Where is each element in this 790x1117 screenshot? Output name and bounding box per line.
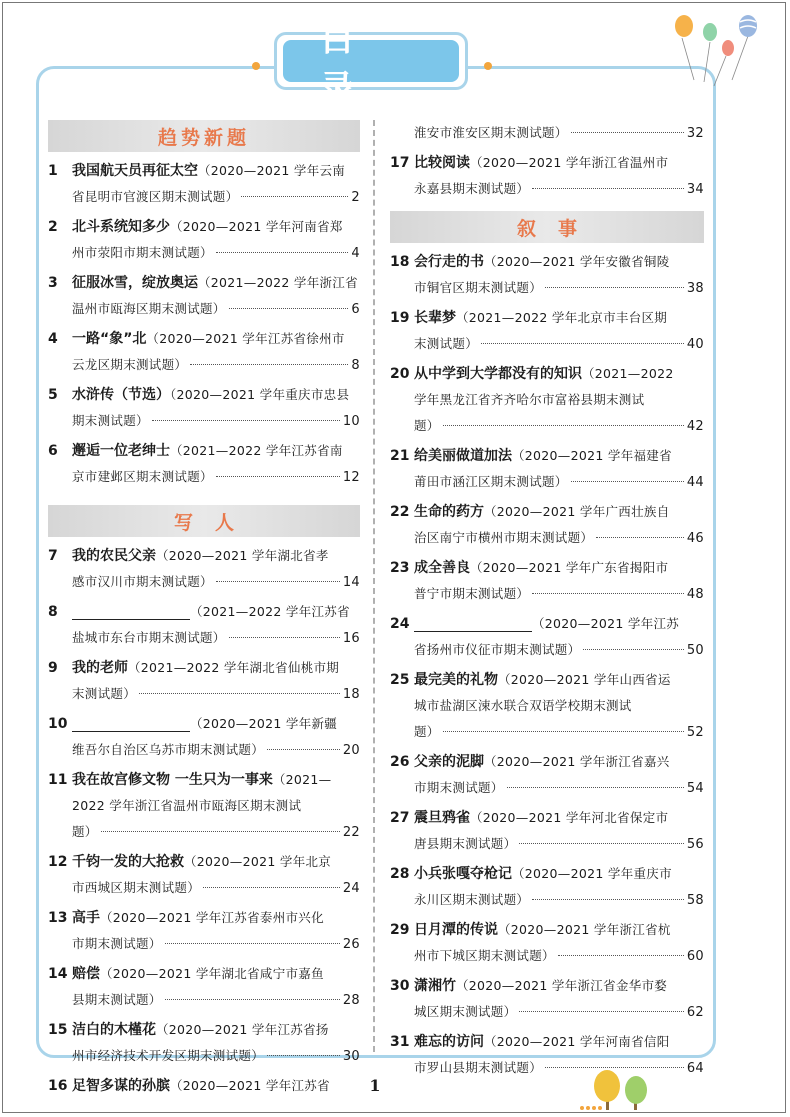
entry-source: 市铜官区期末测试题） [414, 280, 543, 295]
leader-dots [558, 955, 684, 956]
toc-entry-27[interactable] [390, 805, 704, 858]
leader-dots [190, 364, 348, 365]
leader-dots [152, 420, 340, 421]
entry-line [414, 667, 704, 693]
toc-entry-17[interactable] [390, 150, 704, 203]
entry-number: 13 [48, 910, 68, 926]
entry-source: 州市荥阳市期末测试题） [72, 245, 213, 260]
entry-number: 10 [48, 716, 68, 732]
page-ref: 10 [342, 414, 360, 429]
page-ref: 22 [342, 825, 360, 840]
entry-line [414, 305, 704, 331]
entry-continued-text: 淮安市淮安区期末测试题） [414, 125, 568, 140]
toc-entry-12[interactable] [48, 849, 360, 902]
entry-line [72, 158, 360, 184]
entry-number: 3 [48, 275, 58, 291]
entry-title: 从中学到大学都没有的知识 [414, 366, 582, 382]
entry-line [72, 296, 360, 323]
leader-dots [229, 308, 349, 309]
entry-number: 9 [48, 660, 58, 676]
entry-line [72, 438, 360, 464]
entry-title: 北斗系统知多少 [72, 219, 170, 235]
toc-list-trend [48, 158, 360, 491]
leader-dots [267, 749, 340, 750]
entry-title: 千钧一发的大抢救 [72, 854, 184, 870]
entry-number: 11 [48, 772, 68, 788]
entry-title: 我的老师 [72, 660, 128, 676]
entry-source: （2020—2021 学年安徽省铜陵 [484, 254, 670, 269]
page-ref: 24 [342, 881, 360, 896]
entry-source: 县期末测试题） [72, 992, 162, 1007]
entry-source: 题） [414, 724, 440, 739]
entry-title: 水浒传（节选） [72, 387, 170, 403]
entry-line [414, 887, 704, 914]
entry-source: （2020—2021 学年江苏 [532, 616, 680, 631]
page-ref: 50 [686, 643, 704, 658]
entry-line [72, 931, 360, 958]
entry-line [414, 611, 704, 637]
entry-number: 22 [390, 504, 410, 520]
left-dot [252, 62, 260, 70]
entry-source: 省昆明市官渡区期末测试题） [72, 189, 239, 204]
entry-source: 城区期末测试题） [414, 1004, 517, 1019]
entry-title: 最完美的礼物 [414, 672, 498, 688]
entry-source: 市西城区期末测试题） [72, 880, 201, 895]
balloons-icon [672, 10, 772, 90]
entry-source: （2021—2022 学年湖北省仙桃市期 [128, 660, 340, 675]
entry-number: 24 [390, 616, 410, 632]
entry-line [72, 408, 360, 435]
toc-entry-20[interactable] [390, 361, 704, 440]
entry-source: （2020—2021 学年福建省 [512, 448, 672, 463]
entry-line [72, 326, 360, 352]
entry-title: 长辈梦 [414, 310, 456, 326]
entry-source: （2020—2021 学年山西省运 [498, 672, 671, 687]
entry-line [414, 831, 704, 858]
entry-source: （2020—2021 学年浙江省温州市 [470, 155, 669, 170]
entry-source: （2020—2021 学年河北省保定市 [470, 810, 669, 825]
entry-source: 州市下城区期末测试题） [414, 948, 555, 963]
entry-number: 8 [48, 604, 58, 620]
toc-entry-6[interactable] [48, 438, 360, 491]
toc-entry-30[interactable] [390, 973, 704, 1026]
toc-entry-22[interactable] [390, 499, 704, 552]
entry-number: 2 [48, 219, 58, 235]
entry-number: 26 [390, 754, 410, 770]
entry-line [414, 637, 704, 664]
entry-line [72, 1043, 360, 1070]
entry-line [72, 382, 360, 408]
entry-source: 市期末测试题） [414, 780, 504, 795]
entry-line [414, 469, 704, 496]
entry-line [414, 805, 704, 831]
column-divider [373, 120, 375, 1052]
toc-entry-29[interactable] [390, 917, 704, 970]
entry-number: 25 [390, 672, 410, 688]
leader-dots [216, 476, 340, 477]
entry-title: 日月潭的传说 [414, 922, 498, 938]
entry-title: 震旦鸦雀 [414, 810, 470, 826]
leader-dots [443, 731, 684, 732]
answer-blank[interactable] [72, 605, 190, 620]
entry-source: （2021—2022 学年江苏省 [190, 604, 350, 619]
entry-line [72, 793, 360, 819]
entry-source: （2020—2021 学年广西壮族自 [484, 504, 670, 519]
leader-dots [139, 693, 340, 694]
entry-number: 18 [390, 254, 410, 270]
entry-source: 治区南宁市横州市期末测试题） [414, 530, 594, 545]
entry-source: （2020—2021 学年北京 [184, 854, 332, 869]
entry-title: 洁白的木槿花 [72, 1022, 156, 1038]
entry-source: 维吾尔自治区乌苏市期末测试题） [72, 742, 265, 757]
page-ref: 8 [351, 358, 360, 373]
entry-title: 我的农民父亲 [72, 548, 156, 564]
entry-line [72, 543, 360, 569]
entry-line [414, 525, 704, 552]
leader-dots [165, 943, 340, 944]
page-ref: 44 [686, 475, 704, 490]
entry-source: （2020—2021 学年广东省揭阳市 [470, 560, 669, 575]
entry-title: 邂逅一位老绅士 [72, 443, 170, 459]
toc-entry-19[interactable] [390, 305, 704, 358]
entry-number: 12 [48, 854, 68, 870]
left-column [48, 120, 360, 1102]
toc-entry-18[interactable] [390, 249, 704, 302]
entry-source: 末测试题） [414, 336, 479, 351]
page-ref: 14 [342, 575, 360, 590]
page-ref: 34 [686, 182, 704, 197]
entry-source: 永川区期末测试题） [414, 892, 530, 907]
toc-entry-2[interactable] [48, 214, 360, 267]
entry-line [72, 961, 360, 987]
leader-dots [571, 132, 684, 133]
page-title: 目 录 [283, 40, 459, 82]
toc-list-narrative [390, 249, 704, 1082]
entry-title: 难忘的访问 [414, 1034, 484, 1050]
entry-number: 29 [390, 922, 410, 938]
entry-line [414, 413, 704, 440]
entry-source: 市罗山县期末测试题） [414, 1060, 543, 1075]
entry-title: 足智多谋的孙膑 [72, 1078, 170, 1094]
entry-title: 高手 [72, 910, 100, 926]
entry-line [414, 693, 704, 719]
toc-entry-continued[interactable] [390, 120, 704, 147]
entry-title: 赔偿 [72, 966, 100, 982]
entry-source: （2020—2021 学年浙江省金华市婺 [456, 978, 668, 993]
entry-title: 比较阅读 [414, 155, 470, 171]
entry-line [72, 767, 360, 793]
toc-entry-28[interactable] [390, 861, 704, 914]
entry-number: 1 [48, 163, 58, 179]
leader-dots [481, 343, 684, 344]
entry-source: 莆田市涵江区期末测试题） [414, 474, 568, 489]
entry-number: 5 [48, 387, 58, 403]
entry-number: 6 [48, 443, 58, 459]
section-header-narrative: 叙事 [390, 211, 704, 243]
entry-line [414, 1029, 704, 1055]
entry-line [72, 711, 360, 737]
page-ref: 18 [342, 687, 360, 702]
leader-dots [571, 481, 684, 482]
leader-dots [532, 593, 684, 594]
toc-entry-3[interactable] [48, 270, 360, 323]
leader-dots [519, 1011, 683, 1012]
entry-number: 17 [390, 155, 410, 171]
entry-title: 潇湘竹 [414, 978, 456, 994]
toc-entry-24[interactable] [390, 611, 704, 664]
entry-source: 省扬州市仪征市期末测试题） [414, 642, 581, 657]
toc-entry-25[interactable] [390, 667, 704, 746]
leader-dots [267, 1055, 340, 1056]
section-header-people: 写人 [48, 505, 360, 537]
toc-entry-23[interactable] [390, 555, 704, 608]
entry-number: 19 [390, 310, 410, 326]
page-ref: 60 [686, 949, 704, 964]
page-ref: 64 [686, 1061, 704, 1076]
entry-source: 末测试题） [72, 686, 137, 701]
entry-source: 题） [414, 418, 440, 433]
page-ref: 46 [686, 531, 704, 546]
toc-entry-14[interactable] [48, 961, 360, 1014]
toc-entry-10[interactable] [48, 711, 360, 764]
entry-line [414, 555, 704, 581]
entry-line [414, 749, 704, 775]
toc-entry-26[interactable] [390, 749, 704, 802]
entry-source: （2020—2021 学年江苏省徐州市 [146, 331, 345, 346]
toc-entry-5[interactable] [48, 382, 360, 435]
toc-list-people [48, 543, 360, 1099]
entry-line [72, 849, 360, 875]
toc-entry-15[interactable] [48, 1017, 360, 1070]
answer-blank[interactable] [72, 717, 190, 732]
entry-line [414, 249, 704, 275]
entry-source: 市期末测试题） [72, 936, 162, 951]
page-ref: 40 [686, 337, 704, 352]
page-ref: 54 [686, 781, 704, 796]
entry-line [72, 819, 360, 846]
leader-dots [507, 787, 684, 788]
entry-line [414, 331, 704, 358]
entry-source: （2021—2022 学年浙江省 [198, 275, 358, 290]
leader-dots [532, 899, 684, 900]
entry-source: （2020—2021 学年重庆市忠县 [170, 387, 350, 402]
entry-number: 16 [48, 1078, 68, 1094]
leader-dots [583, 649, 683, 650]
entry-source: （2021—2022 [582, 366, 674, 381]
entry-title: 我国航天员再征太空 [72, 163, 198, 179]
entry-source: 普宁市期末测试题） [414, 586, 530, 601]
entry-number: 7 [48, 548, 58, 564]
leader-dots [596, 537, 684, 538]
toc-entry-7[interactable] [48, 543, 360, 596]
leader-dots [203, 887, 340, 888]
entry-number: 14 [48, 966, 68, 982]
entry-source: 永嘉县期末测试题） [414, 181, 530, 196]
leader-dots [101, 831, 340, 832]
toc-entry-11[interactable] [48, 767, 360, 846]
trees-icon [576, 1068, 670, 1112]
entry-source: （2021— [272, 772, 332, 787]
entry-source: 城市盐湖区涑水联合双语学校期末测试 [414, 698, 632, 713]
entry-line [414, 943, 704, 970]
entry-line [414, 719, 704, 746]
page-ref: 42 [686, 419, 704, 434]
entry-line [414, 581, 704, 608]
page-ref: 28 [342, 993, 360, 1008]
toc-entry-9[interactable] [48, 655, 360, 708]
entry-title: 征服冰雪，绽放奥运 [72, 275, 198, 291]
entry-line [72, 569, 360, 596]
entry-line [72, 875, 360, 902]
entry-source: （2020—2021 学年云南 [198, 163, 346, 178]
entry-line [414, 443, 704, 469]
page-ref: 56 [686, 837, 704, 852]
entry-line [414, 917, 704, 943]
leader-dots [165, 999, 340, 1000]
entry-line [414, 775, 704, 802]
entry-line [72, 905, 360, 931]
entry-source: （2020—2021 学年湖北省咸宁市嘉鱼 [100, 966, 324, 981]
toc-entry-21[interactable] [390, 443, 704, 496]
entry-line [414, 973, 704, 999]
leader-dots [216, 581, 340, 582]
leader-dots [519, 843, 683, 844]
entry-title: 生命的药方 [414, 504, 484, 520]
entry-source: 题） [72, 824, 98, 839]
entry-line [72, 270, 360, 296]
entry-title: 给美丽做道加法 [414, 448, 512, 464]
entry-line [72, 599, 360, 625]
entry-line [72, 240, 360, 267]
entry-source: 唐县期末测试题） [414, 836, 517, 851]
page-ref: 2 [351, 190, 360, 205]
entry-source: 2022 学年浙江省温州市瓯海区期末测试 [72, 798, 302, 813]
entry-source: （2020—2021 学年河南省信阳 [484, 1034, 670, 1049]
entry-line [72, 214, 360, 240]
page-ref: 20 [342, 743, 360, 758]
entry-line [72, 184, 360, 211]
entry-line [414, 361, 704, 387]
entry-line [72, 352, 360, 379]
entry-line [414, 499, 704, 525]
toc-entry-1[interactable] [48, 158, 360, 211]
leader-dots [229, 637, 340, 638]
toc-entry-17-wrap [390, 150, 704, 203]
entry-line [72, 625, 360, 652]
entry-source: （2020—2021 学年浙江省嘉兴 [484, 754, 670, 769]
entry-line [72, 681, 360, 708]
leader-dots [532, 188, 684, 189]
entry-source: （2020—2021 学年湖北省孝 [156, 548, 329, 563]
toc-entry-8[interactable] [48, 599, 360, 652]
entry-line [414, 275, 704, 302]
entry-title: 会行走的书 [414, 254, 484, 270]
entry-source: （2020—2021 学年江苏省扬 [156, 1022, 329, 1037]
entry-title: 一路“象”北 [72, 331, 147, 347]
entry-number: 30 [390, 978, 410, 994]
section-header-trend: 趋势新题 [48, 120, 360, 152]
page-ref: 4 [351, 246, 360, 261]
title-badge [274, 18, 468, 110]
right-dot [484, 62, 492, 70]
entry-source: （2020—2021 学年河南省郑 [170, 219, 343, 234]
entry-source: （2021—2022 学年江苏省南 [170, 443, 343, 458]
page-ref: 16 [342, 631, 360, 646]
entry-number: 21 [390, 448, 410, 464]
leader-dots [545, 287, 684, 288]
entry-source: （2020—2021 学年江苏省泰州市兴化 [100, 910, 324, 925]
answer-blank[interactable] [414, 617, 532, 632]
entry-line [72, 737, 360, 764]
entry-number: 27 [390, 810, 410, 826]
entry-source: 云龙区期末测试题） [72, 357, 188, 372]
entry-line [72, 655, 360, 681]
page-ref: 48 [686, 587, 704, 602]
entry-line [72, 1017, 360, 1043]
entry-line [414, 861, 704, 887]
entry-line [414, 176, 704, 203]
leader-dots [443, 425, 684, 426]
page-ref: 6 [351, 302, 360, 317]
entry-number: 23 [390, 560, 410, 576]
entry-source: （2020—2021 学年浙江省杭 [498, 922, 671, 937]
leader-dots [216, 252, 349, 253]
entry-source: （2021—2022 学年北京市丰台区期 [456, 310, 668, 325]
toc-entry-4[interactable] [48, 326, 360, 379]
entry-line [414, 999, 704, 1026]
entry-number: 31 [390, 1034, 410, 1050]
entry-number: 15 [48, 1022, 68, 1038]
entry-title: 小兵张嘎夺枪记 [414, 866, 512, 882]
entry-number: 4 [48, 331, 58, 347]
entry-line [414, 150, 704, 176]
page-ref: 52 [686, 725, 704, 740]
entry-source: 期末测试题） [72, 413, 149, 428]
entry-number: 28 [390, 866, 410, 882]
entry-title: 成全善良 [414, 560, 470, 576]
entry-source: （2020—2021 学年江苏省 [170, 1078, 330, 1093]
entry-source: （2020—2021 学年新疆 [190, 716, 338, 731]
entry-source: 盐城市东台市期末测试题） [72, 630, 226, 645]
right-column [390, 120, 704, 1085]
entry-source: （2020—2021 学年重庆市 [512, 866, 672, 881]
leader-dots [241, 196, 348, 197]
entry-line [72, 987, 360, 1014]
entry-title: 父亲的泥脚 [414, 754, 484, 770]
toc-entry-13[interactable] [48, 905, 360, 958]
entry-source: 感市汉川市期末测试题） [72, 574, 213, 589]
entry-line [414, 387, 704, 413]
page-ref: 62 [686, 1005, 704, 1020]
entry-source: 京市建邺区期末测试题） [72, 469, 213, 484]
page-number: 1 [369, 1076, 381, 1095]
entry-title: 我在故宫修文物 一生只为一事来 [72, 772, 273, 788]
entry-source: 州市经济技术开发区期末测试题） [72, 1048, 265, 1063]
page-ref: 26 [342, 937, 360, 952]
page-ref: 32 [686, 126, 704, 141]
page-ref: 12 [342, 470, 360, 485]
entry-number: 20 [390, 366, 410, 382]
entry-line [72, 464, 360, 491]
page-ref: 30 [342, 1049, 360, 1064]
page-ref: 38 [686, 281, 704, 296]
entry-source: 学年黑龙江省齐齐哈尔市富裕县期末测试 [414, 392, 645, 407]
entry-source: 温州市瓯海区期末测试题） [72, 301, 226, 316]
page-ref: 58 [686, 893, 704, 908]
